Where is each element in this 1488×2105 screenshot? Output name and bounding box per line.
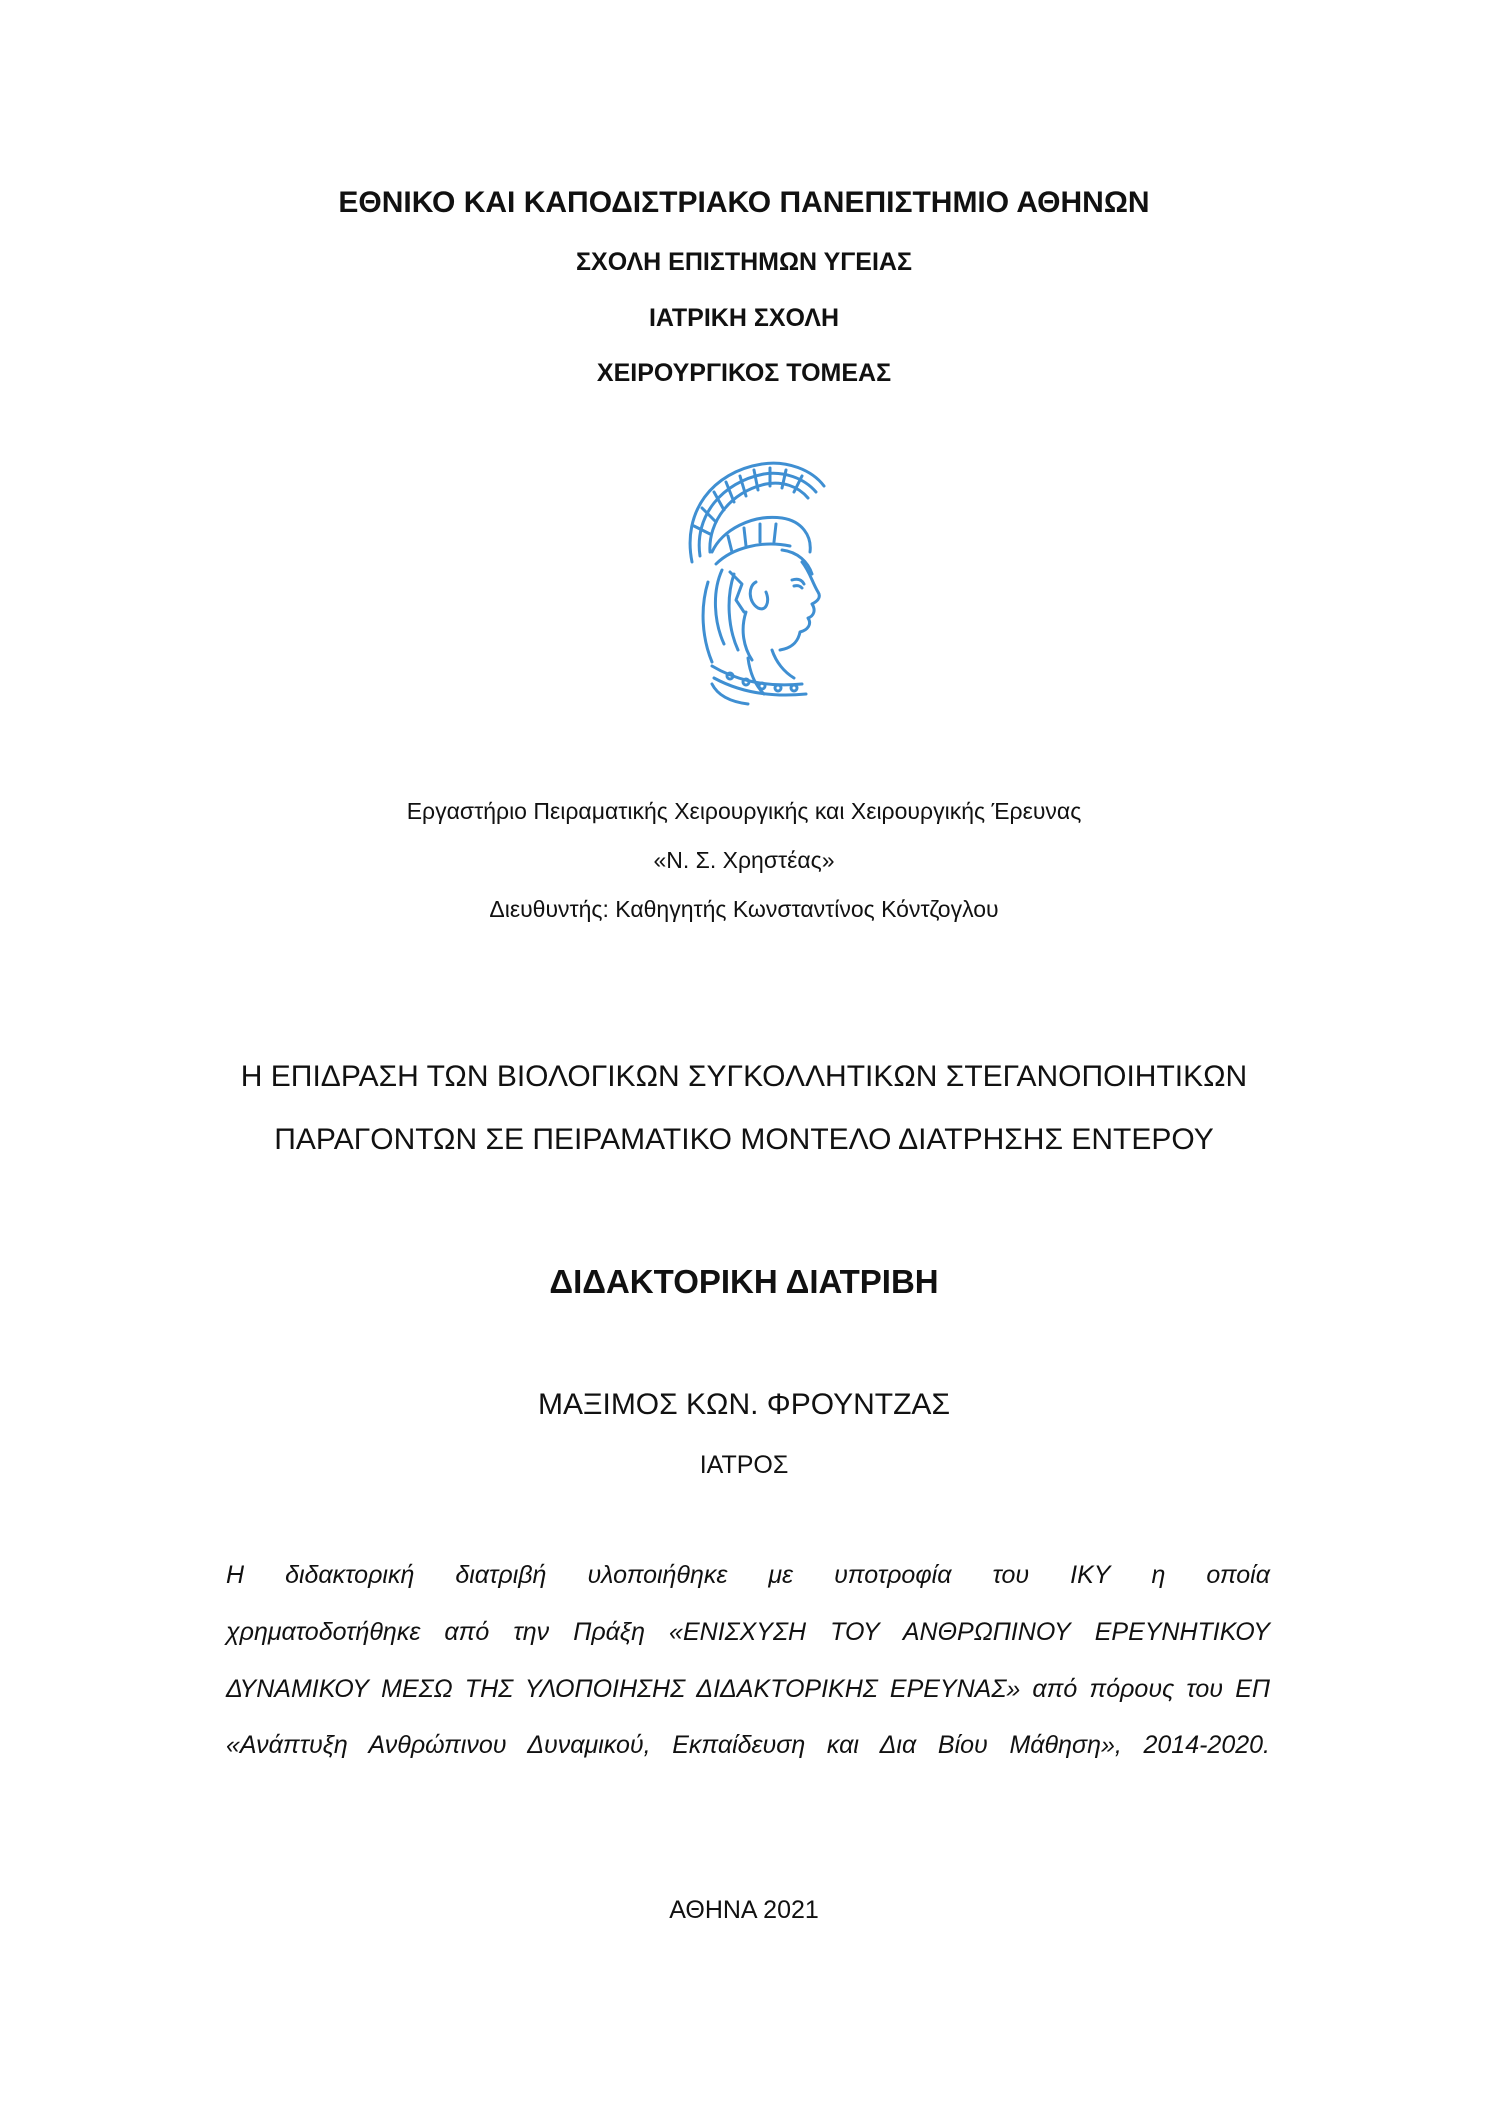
faculty-name: ΙΑΤΡΙΚΗ ΣΧΟΛΗ: [648, 304, 840, 332]
school-name: ΣΧΟΛΗ ΕΠΙΣΤΗΜΩΝ ΥΓΕΙΑΣ: [576, 248, 912, 276]
lab-director: Διευθυντής: Καθηγητής Κωνσταντίνος Κόντζογλου: [489, 896, 999, 922]
funding-line-2: χρηματοδοτήθηκε από την Πράξη «ΕΝΙΣΧΥΣΗ ΤΟΥ ΑΝΘΡΩΠΙΝΟΥ ΕΡΕΥΝΗΤΙΚΟΥ: [226, 1618, 1270, 1646]
lab-name: Εργαστήριο Πειραματικής Χειρουργικής και Χειρουργικής Έρευνας: [406, 798, 1082, 824]
funding-line-4: «Ανάπτυξη Ανθρώπινου Δυναμικού, Εκπαίδευση και Δια Βίου Μάθηση», 2014-2020.: [226, 1731, 1270, 1759]
university-name: ΕΘΝΙΚΟ ΚΑΙ ΚΑΠΟΔΙΣΤΡΙΑΚΟ ΠΑΝΕΠΙΣΤΗΜΙΟ ΑΘΗΝΩΝ: [338, 186, 1150, 219]
lab-subtitle: «Ν. Σ. Χρηστέας»: [653, 847, 835, 873]
thesis-title-line-2: ΠΑΡΑΓΟΝΤΩΝ ΣΕ ΠΕΙΡΑΜΑΤΙΚΟ ΜΟΝΤΕΛΟ ΔΙΑΤΡΗΣΗΣ ΕΝΤΕΡΟΥ: [274, 1123, 1214, 1156]
place-year: ΑΘΗΝΑ 2021: [669, 1896, 819, 1924]
funding-line-1: Η διδακτορική διατριβή υλοποιήθηκε με υποτροφία του ΙΚΥ η οποία: [226, 1561, 1270, 1589]
sector-name: ΧΕΙΡΟΥΡΓΙΚΟΣ ΤΟΜΕΑΣ: [596, 359, 892, 387]
document-type: ΔΙΔΑΚΤΟΡΙΚΗ ΔΙΑΤΡΙΒΗ: [549, 1263, 939, 1300]
thesis-title-line-1: Η ΕΠΙΔΡΑΣΗ ΤΩΝ ΒΙΟΛΟΓΙΚΩΝ ΣΥΓΚΟΛΛΗΤΙΚΩΝ ΣΤΕΓΑΝΟΠΟΙΗΤΙΚΩΝ: [240, 1060, 1248, 1093]
athena-head-emblem-icon: [652, 452, 832, 706]
author-profession: ΙΑΤΡΟΣ: [699, 1451, 789, 1479]
author-name: ΜΑΞΙΜΟΣ ΚΩΝ. ΦΡΟΥΝΤΖΑΣ: [537, 1388, 950, 1421]
funding-line-3: ΔΥΝΑΜΙΚΟΥ ΜΕΣΩ ΤΗΣ ΥΛΟΠΟΙΗΣΗΣ ΔΙΔΑΚΤΟΡΙΚΗΣ ΕΡΕΥΝΑΣ» από πόρους του ΕΠ: [226, 1675, 1270, 1703]
